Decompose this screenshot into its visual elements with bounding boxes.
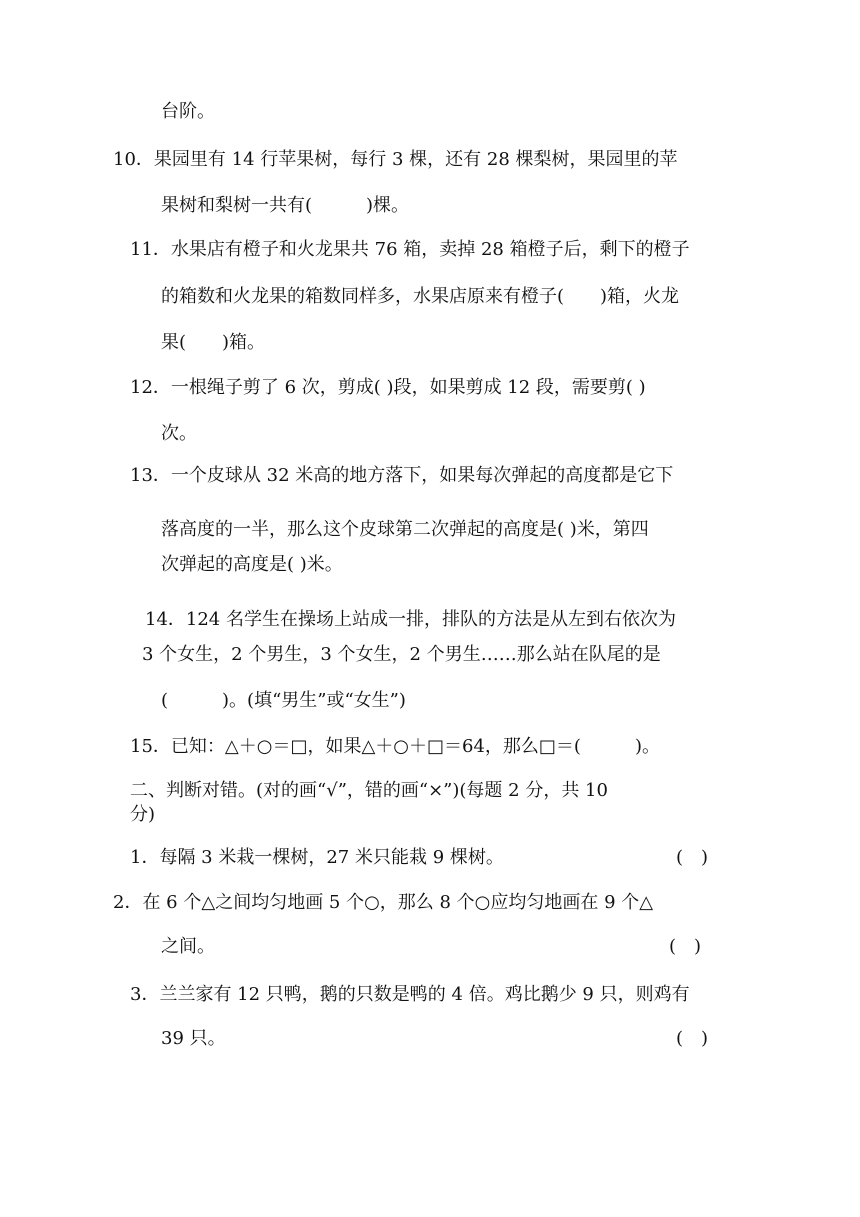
judge-2-line-2: 之间。 xyxy=(161,936,215,957)
judge-3-answer-blank: ( ) xyxy=(676,1028,709,1049)
judge-2-line-1: 2．在 6 个△之间均匀地画 5 个○，那么 8 个○应均匀地画在 9 个△ xyxy=(113,892,654,913)
section-two-heading: 二、判断对错。(对的画“√”，错的画“×”)(每题 2 分，共 10 xyxy=(130,780,608,801)
judge-3-line-2: 39 只。 xyxy=(161,1028,226,1049)
judge-1-answer-blank: ( ) xyxy=(676,847,709,868)
q11-line-2: 的箱数和火龙果的箱数同样多，水果店原来有橙子( )箱，火龙 xyxy=(161,286,680,307)
q10-line-2: 果树和梨树一共有( )棵。 xyxy=(161,195,410,216)
q15-line-1: 15．已知：△＋○＝□，如果△＋○＋□＝64，那么□＝( )。 xyxy=(130,736,660,757)
q14-line-3: ( )。(填“男生”或“女生”) xyxy=(161,690,406,711)
judge-1-text: 1．每隔 3 米栽一棵树，27 米只能栽 9 棵树。 xyxy=(130,847,504,868)
q11-line-1: 11．水果店有橙子和火龙果共 76 箱，卖掉 28 箱橙子后，剩下的橙子 xyxy=(130,239,690,260)
q13-line-2: 落高度的一半，那么这个皮球第二次弹起的高度是( )米，第四 xyxy=(161,519,649,540)
q12-line-1: 12．一根绳子剪了 6 次，剪成( )段，如果剪成 12 段，需要剪( ) xyxy=(130,377,646,398)
q13-line-3: 次弹起的高度是( )米。 xyxy=(161,554,343,575)
judge-2-answer-blank: ( ) xyxy=(669,936,702,957)
q11-line-3: 果( )箱。 xyxy=(161,332,266,353)
q14-line-2: 3 个女生，2 个男生，3 个女生，2 个男生……那么站在队尾的是 xyxy=(142,644,661,665)
q9-continuation: 台阶。 xyxy=(161,101,215,122)
q13-line-1: 13．一个皮球从 32 米高的地方落下，如果每次弹起的高度都是它下 xyxy=(130,465,674,486)
q14-line-1: 14．124 名学生在操场上站成一排，排队的方法是从左到右依次为 xyxy=(145,609,676,630)
q12-line-2: 次。 xyxy=(161,423,197,444)
section-two-heading-cont: 分) xyxy=(130,804,156,825)
q10-line-1: 10．果园里有 14 行苹果树，每行 3 棵，还有 28 棵梨树，果园里的苹 xyxy=(113,149,678,170)
judge-3-line-1: 3．兰兰家有 12 只鸭，鹅的只数是鸭的 4 倍。鸡比鹅少 9 只，则鸡有 xyxy=(130,984,690,1005)
